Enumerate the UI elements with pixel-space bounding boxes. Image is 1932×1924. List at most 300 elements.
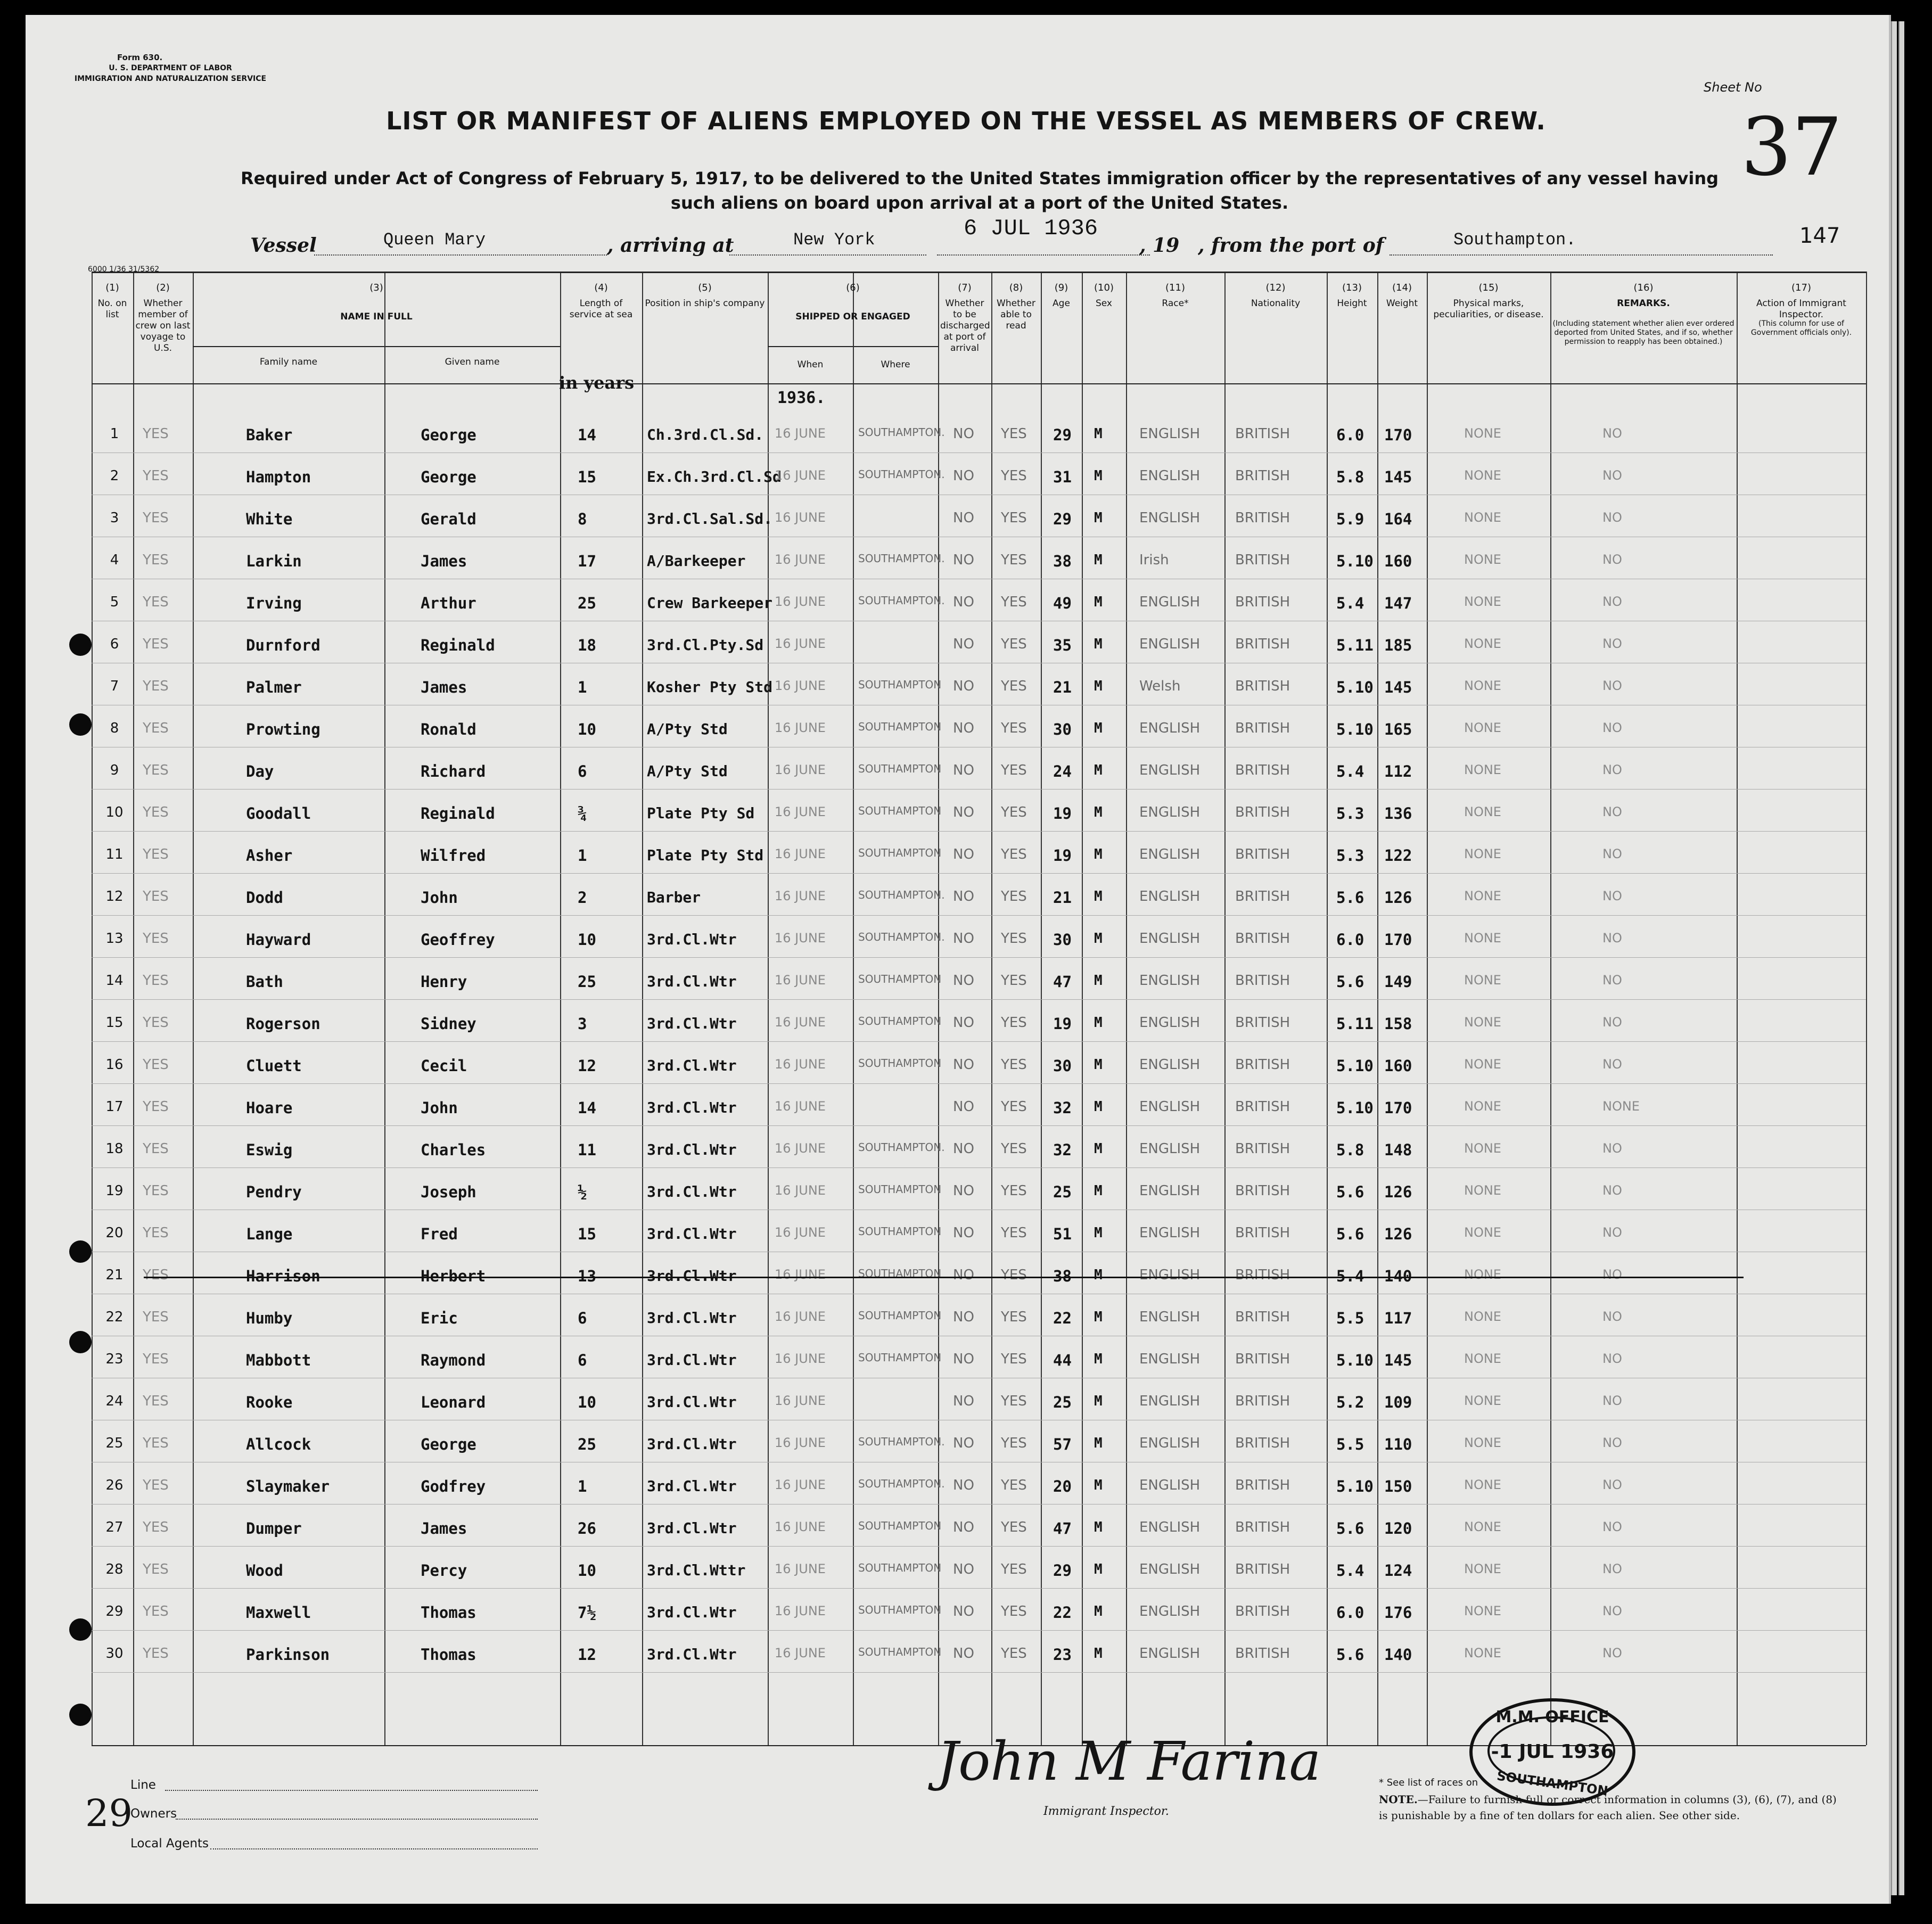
crew-position-cell: Barber: [647, 889, 701, 906]
crew-sex-cell: M: [1094, 426, 1103, 442]
crew-family-cell: Allcock: [246, 1435, 311, 1453]
crew-when-cell: 16 JUNE: [775, 846, 826, 861]
crew-service-cell: ¾: [578, 804, 587, 823]
crew-sex-cell: M: [1094, 973, 1103, 989]
crew-age-cell: 30: [1053, 720, 1072, 738]
crew-sex-cell: M: [1094, 720, 1103, 736]
crew-height-cell: 5.8: [1336, 1141, 1364, 1159]
crew-weight-cell: 148: [1384, 1141, 1412, 1159]
crew-when-cell: 16 JUNE: [775, 1351, 826, 1366]
crew-crew-cell: YES: [143, 1099, 169, 1115]
column-divider: [1224, 272, 1226, 1745]
form-number: Form 630.: [117, 53, 163, 62]
crew-crew-cell: YES: [143, 762, 169, 778]
crew-remarks-cell: NO: [1602, 678, 1622, 693]
crew-read-cell: YES: [1001, 762, 1027, 778]
crew-no-cell: 13: [105, 931, 124, 947]
crew-weight-cell: 120: [1384, 1519, 1412, 1537]
crew-marks-cell: NONE: [1464, 426, 1501, 441]
crew-where-cell: SOUTHAMPTON.: [858, 552, 945, 565]
crew-remarks-cell: NO: [1602, 1267, 1622, 1282]
crew-discharged-cell: NO: [953, 468, 974, 484]
crew-position-cell: A/Barkeeper: [647, 552, 746, 570]
crew-age-cell: 32: [1053, 1141, 1072, 1159]
crew-where-cell: SOUTHAMPTON.: [858, 468, 945, 481]
crew-position-cell: 3rd.Cl.Wtr: [647, 1309, 737, 1327]
from-port-label: , from the port of: [1198, 234, 1384, 257]
crew-when-cell: 16 JUNE: [775, 720, 826, 735]
crew-no-cell: 14: [105, 973, 124, 989]
crew-family-cell: Parkinson: [246, 1646, 330, 1664]
crew-race-cell: ENGLISH: [1139, 426, 1201, 442]
crew-where-cell: SOUTHAMPTON: [858, 1519, 942, 1532]
inspector-signature: John M Farina: [937, 1730, 1321, 1793]
crew-position-cell: 3rd.Cl.Pty.Sd: [647, 636, 764, 654]
crew-marks-cell: NONE: [1464, 1477, 1501, 1492]
column-divider: [853, 272, 854, 1745]
crew-height-cell: 5.10: [1336, 1351, 1374, 1369]
row-divider: [92, 1672, 1866, 1673]
inspector-label: Immigrant Inspector.: [1043, 1805, 1169, 1818]
crew-race-cell: ENGLISH: [1139, 973, 1201, 989]
crew-height-cell: 5.6: [1336, 1225, 1364, 1243]
crew-marks-cell: NONE: [1464, 804, 1501, 819]
crew-no-cell: 22: [105, 1309, 124, 1325]
crew-position-cell: 3rd.Cl.Wtr: [647, 1141, 737, 1158]
crew-where-cell: SOUTHAMPTON: [858, 804, 942, 817]
crew-remarks-cell: NO: [1602, 1015, 1622, 1030]
column-header: Weight: [1386, 298, 1418, 309]
crew-discharged-cell: NO: [953, 1604, 974, 1619]
crew-sex-cell: M: [1094, 1604, 1103, 1619]
crew-crew-cell: YES: [143, 594, 169, 610]
crew-discharged-cell: NO: [953, 762, 974, 778]
print-code: 6000 1/36 31/5362: [88, 265, 160, 274]
column-header: NAME IN FULL: [340, 311, 413, 322]
crew-given-cell: James: [421, 552, 467, 570]
crew-age-cell: 24: [1053, 762, 1072, 780]
crew-when-cell: 16 JUNE: [775, 1099, 826, 1114]
crew-sex-cell: M: [1094, 1057, 1103, 1073]
crew-given-cell: George: [421, 1435, 476, 1453]
column-header: Nationality: [1251, 298, 1301, 309]
crew-height-cell: 5.10: [1336, 552, 1374, 570]
row-divider: [92, 1125, 1866, 1126]
crew-family-cell: Irving: [246, 594, 302, 612]
crew-remarks-cell: NO: [1602, 1351, 1622, 1366]
crew-sex-cell: M: [1094, 1015, 1103, 1031]
crew-no-cell: 6: [110, 636, 119, 652]
crew-no-cell: 3: [110, 510, 119, 526]
crew-remarks-cell: NO: [1602, 594, 1622, 609]
crew-no-cell: 17: [105, 1099, 124, 1115]
crew-height-cell: 5.10: [1336, 678, 1374, 696]
crew-sex-cell: M: [1094, 1477, 1103, 1493]
column-number: (7): [958, 282, 972, 293]
crew-family-cell: Dumper: [246, 1519, 302, 1537]
crew-service-cell: 6: [578, 1309, 587, 1327]
crew-where-cell: SOUTHAMPTON.: [858, 594, 945, 607]
crew-when-cell: 16 JUNE: [775, 552, 826, 567]
crew-read-cell: YES: [1001, 468, 1027, 484]
crew-position-cell: 3rd.Cl.Wtr: [647, 1015, 737, 1032]
crew-read-cell: YES: [1001, 1604, 1027, 1619]
crew-discharged-cell: NO: [953, 1183, 974, 1199]
crew-marks-cell: NONE: [1464, 1183, 1501, 1198]
crew-race-cell: ENGLISH: [1139, 594, 1201, 610]
department-name: U. S. DEPARTMENT OF LABOR: [109, 64, 232, 72]
crew-weight-cell: 149: [1384, 973, 1412, 991]
crew-read-cell: YES: [1001, 973, 1027, 989]
column-divider: [1866, 272, 1867, 1745]
crew-sex-cell: M: [1094, 1561, 1103, 1577]
crew-marks-cell: NONE: [1464, 1351, 1501, 1366]
service-unit-note: in years: [559, 373, 635, 393]
crew-when-cell: 16 JUNE: [775, 1267, 826, 1282]
punch-hole: [69, 1240, 92, 1263]
crew-weight-cell: 170: [1384, 931, 1412, 949]
crew-remarks-cell: NO: [1602, 1057, 1622, 1072]
crew-marks-cell: NONE: [1464, 1561, 1501, 1576]
crew-position-cell: Ex.Ch.3rd.Cl.Sd: [647, 468, 782, 486]
crew-discharged-cell: NO: [953, 720, 974, 736]
crew-nationality-cell: BRITISH: [1235, 846, 1290, 862]
column-divider: [642, 272, 643, 1745]
crew-weight-cell: 176: [1384, 1604, 1412, 1622]
crew-given-cell: Arthur: [421, 594, 476, 612]
crew-family-cell: Humby: [246, 1309, 293, 1327]
crew-height-cell: 5.2: [1336, 1393, 1364, 1411]
crew-crew-cell: YES: [143, 678, 169, 694]
punch-hole: [69, 1331, 92, 1353]
crew-crew-cell: YES: [143, 1309, 169, 1325]
row-divider: [92, 789, 1866, 790]
crew-given-cell: James: [421, 678, 467, 696]
form-identification: [59, 52, 282, 84]
row-divider: [92, 1167, 1866, 1168]
crew-nationality-cell: BRITISH: [1235, 1351, 1290, 1367]
crew-service-cell: 17: [578, 552, 596, 570]
crew-remarks-cell: NO: [1602, 1225, 1622, 1240]
crew-remarks-cell: NO: [1602, 1561, 1622, 1576]
note-label: NOTE.: [1379, 1793, 1418, 1806]
crew-no-cell: 2: [110, 468, 119, 484]
crew-when-cell: 16 JUNE: [775, 678, 826, 693]
line-label: Line: [130, 1778, 156, 1792]
crew-height-cell: 5.6: [1336, 1519, 1364, 1537]
crew-remarks-cell: NO: [1602, 889, 1622, 903]
stamp-office-text: M.M. OFFICE: [1495, 1708, 1609, 1726]
crew-sex-cell: M: [1094, 510, 1103, 526]
crew-crew-cell: YES: [143, 552, 169, 568]
crew-race-cell: ENGLISH: [1139, 510, 1201, 526]
crew-weight-cell: 109: [1384, 1393, 1412, 1411]
crew-service-cell: 10: [578, 720, 596, 738]
column-divider: [768, 272, 769, 1745]
departure-port: Southampton.: [1453, 230, 1576, 250]
crew-weight-cell: 126: [1384, 1225, 1412, 1243]
crew-given-cell: Cecil: [421, 1057, 467, 1075]
crew-discharged-cell: NO: [953, 1393, 974, 1409]
crew-marks-cell: NONE: [1464, 1435, 1501, 1450]
crew-height-cell: 5.8: [1336, 468, 1364, 486]
crew-no-cell: 4: [110, 552, 119, 568]
crew-race-cell: ENGLISH: [1139, 1519, 1201, 1535]
crew-weight-cell: 117: [1384, 1309, 1412, 1327]
crew-marks-cell: NONE: [1464, 510, 1501, 525]
column-number: (16): [1633, 282, 1654, 293]
crew-marks-cell: NONE: [1464, 1015, 1501, 1030]
crew-race-cell: ENGLISH: [1139, 762, 1201, 778]
crew-crew-cell: YES: [143, 1225, 169, 1241]
crew-where-cell: SOUTHAMPTON: [858, 1015, 942, 1027]
crew-position-cell: 3rd.Cl.Wtr: [647, 1351, 737, 1369]
crew-race-cell: ENGLISH: [1139, 468, 1201, 484]
crew-height-cell: 5.4: [1336, 762, 1364, 780]
column-number: (8): [1009, 282, 1023, 293]
crew-marks-cell: NONE: [1464, 552, 1501, 567]
crew-service-cell: 10: [578, 1393, 596, 1411]
crew-marks-cell: NONE: [1464, 1646, 1501, 1660]
crew-family-cell: Bath: [246, 973, 283, 991]
crew-read-cell: YES: [1001, 720, 1027, 736]
crew-given-cell: George: [421, 468, 476, 486]
crew-crew-cell: YES: [143, 804, 169, 820]
crew-family-cell: Hoare: [246, 1099, 293, 1117]
row-divider: [92, 1041, 1866, 1042]
column-divider: [384, 272, 385, 1745]
crew-marks-cell: NONE: [1464, 889, 1501, 903]
crew-given-cell: Charles: [421, 1141, 486, 1159]
crew-sex-cell: M: [1094, 1099, 1103, 1115]
crew-race-cell: ENGLISH: [1139, 1267, 1201, 1283]
crew-age-cell: 23: [1053, 1646, 1072, 1664]
office-stamp: [1469, 1698, 1635, 1806]
row-divider: [92, 873, 1866, 874]
crew-where-cell: SOUTHAMPTON: [858, 1057, 942, 1070]
family-name-subheader: Family name: [259, 357, 318, 367]
column-divider: [1737, 272, 1738, 1745]
crew-position-cell: Ch.3rd.Cl.Sd.: [647, 426, 764, 443]
crew-given-cell: Geoffrey: [421, 931, 495, 949]
crew-race-cell: ENGLISH: [1139, 636, 1201, 652]
crew-height-cell: 6.0: [1336, 426, 1364, 444]
crew-given-cell: Joseph: [421, 1183, 476, 1201]
crew-no-cell: 18: [105, 1141, 124, 1157]
crew-height-cell: 5.10: [1336, 720, 1374, 738]
crew-when-cell: 16 JUNE: [775, 889, 826, 903]
crew-age-cell: 25: [1053, 1393, 1072, 1411]
crew-remarks-cell: NO: [1602, 1646, 1622, 1660]
crew-no-cell: 9: [110, 762, 119, 778]
crew-nationality-cell: BRITISH: [1235, 636, 1290, 652]
crew-marks-cell: NONE: [1464, 1141, 1501, 1156]
crew-race-cell: ENGLISH: [1139, 1393, 1201, 1409]
crew-nationality-cell: BRITISH: [1235, 1141, 1290, 1157]
column-divider: [1377, 272, 1378, 1745]
crew-given-cell: Henry: [421, 973, 467, 991]
crew-no-cell: 8: [110, 720, 119, 736]
crew-given-cell: Reginald: [421, 804, 495, 823]
column-header: Length of service at sea: [569, 298, 633, 320]
vessel-name: Queen Mary: [383, 230, 486, 250]
crew-read-cell: YES: [1001, 1561, 1027, 1577]
crew-sex-cell: M: [1094, 1183, 1103, 1199]
crew-read-cell: YES: [1001, 636, 1027, 652]
arrival-port: New York: [793, 230, 875, 250]
crew-when-cell: 16 JUNE: [775, 426, 826, 441]
crew-age-cell: 20: [1053, 1477, 1072, 1495]
crew-when-cell: 16 JUNE: [775, 468, 826, 483]
punch-hole: [69, 713, 92, 736]
crew-height-cell: 5.6: [1336, 1646, 1364, 1664]
crew-crew-cell: YES: [143, 1393, 169, 1409]
crew-marks-cell: NONE: [1464, 1225, 1501, 1240]
crew-service-cell: 25: [578, 973, 596, 991]
crew-marks-cell: NONE: [1464, 468, 1501, 483]
crew-age-cell: 21: [1053, 678, 1072, 696]
column-number: (3): [369, 282, 383, 293]
crew-marks-cell: NONE: [1464, 720, 1501, 735]
given-name-subheader: Given name: [445, 357, 500, 367]
crew-age-cell: 47: [1053, 1519, 1072, 1537]
crew-service-cell: 1: [578, 1477, 587, 1495]
crew-family-cell: Day: [246, 762, 274, 780]
crew-where-cell: SOUTHAMPTON: [858, 720, 942, 733]
crew-where-cell: SOUTHAMPTON: [858, 1183, 942, 1196]
crew-age-cell: 51: [1053, 1225, 1072, 1243]
crew-age-cell: 38: [1053, 552, 1072, 570]
crew-age-cell: 29: [1053, 1561, 1072, 1580]
crew-nationality-cell: BRITISH: [1235, 1225, 1290, 1241]
document-title: LIST OR MANIFEST OF ALIENS EMPLOYED ON THE VESSEL AS MEMBERS OF CREW.: [386, 106, 1546, 135]
crew-service-cell: 10: [578, 1561, 596, 1580]
crew-where-cell: SOUTHAMPTON.: [858, 1435, 945, 1448]
crew-discharged-cell: NO: [953, 889, 974, 905]
crew-given-cell: Sidney: [421, 1015, 476, 1033]
crew-read-cell: YES: [1001, 1477, 1027, 1493]
crew-crew-cell: YES: [143, 510, 169, 526]
crew-race-cell: ENGLISH: [1139, 1646, 1201, 1662]
crew-given-cell: Thomas: [421, 1646, 476, 1664]
crew-remarks-cell: NO: [1602, 636, 1622, 651]
crew-position-cell: A/Pty Std: [647, 762, 728, 780]
column-header: REMARKS.: [1617, 298, 1670, 309]
crew-height-cell: 5.11: [1336, 636, 1374, 654]
crew-weight-cell: 160: [1384, 552, 1412, 570]
crew-sex-cell: M: [1094, 804, 1103, 820]
races-note: * See list of races on: [1379, 1777, 1478, 1788]
crew-race-cell: ENGLISH: [1139, 1141, 1201, 1157]
page-edge: [1891, 21, 1897, 1895]
crew-service-cell: 6: [578, 762, 587, 780]
crew-position-cell: 3rd.Cl.Wtr: [647, 1057, 737, 1074]
crew-marks-cell: NONE: [1464, 594, 1501, 609]
crew-family-cell: Hampton: [246, 468, 311, 486]
crew-when-cell: 16 JUNE: [775, 1309, 826, 1324]
crew-height-cell: 5.6: [1336, 1183, 1364, 1201]
crew-family-cell: Wood: [246, 1561, 283, 1580]
column-divider: [1327, 272, 1328, 1745]
crew-service-cell: ½: [578, 1183, 587, 1201]
crew-where-cell: SOUTHAMPTON: [858, 1646, 942, 1658]
crew-family-cell: Dodd: [246, 889, 283, 907]
crew-nationality-cell: BRITISH: [1235, 1646, 1290, 1662]
crew-family-cell: Cluett: [246, 1057, 302, 1075]
crew-position-cell: 3rd.Cl.Wtr: [647, 1099, 737, 1116]
crew-no-cell: 26: [105, 1477, 124, 1493]
crew-age-cell: 57: [1053, 1435, 1072, 1453]
crew-where-cell: SOUTHAMPTON.: [858, 889, 945, 901]
crew-where-cell: SOUTHAMPTON: [858, 1267, 942, 1280]
crew-family-cell: Larkin: [246, 552, 302, 570]
crew-race-cell: ENGLISH: [1139, 720, 1201, 736]
crew-service-cell: 14: [578, 426, 596, 444]
crew-no-cell: 29: [105, 1604, 124, 1619]
crew-crew-cell: YES: [143, 720, 169, 736]
crew-family-cell: Baker: [246, 426, 293, 444]
crew-sex-cell: M: [1094, 1393, 1103, 1409]
crew-nationality-cell: BRITISH: [1235, 931, 1290, 947]
departure-underline: [1390, 254, 1773, 256]
crew-crew-cell: YES: [143, 973, 169, 989]
when-subheader: When: [797, 359, 824, 370]
crew-race-cell: ENGLISH: [1139, 1057, 1201, 1073]
crew-weight-cell: 126: [1384, 1183, 1412, 1201]
crew-nationality-cell: BRITISH: [1235, 889, 1290, 905]
column-divider: [1126, 272, 1127, 1745]
crew-family-cell: Slaymaker: [246, 1477, 330, 1495]
crew-nationality-cell: BRITISH: [1235, 552, 1290, 568]
column-number: (5): [698, 282, 712, 293]
row-divider: [92, 831, 1866, 832]
crew-race-cell: ENGLISH: [1139, 1604, 1201, 1619]
crew-height-cell: 5.11: [1336, 1015, 1374, 1033]
crew-race-cell: ENGLISH: [1139, 1099, 1201, 1115]
crew-discharged-cell: NO: [953, 1435, 974, 1451]
crew-family-cell: Mabbott: [246, 1351, 311, 1369]
service-name: IMMIGRATION AND NATURALIZATION SERVICE: [74, 75, 267, 83]
crew-read-cell: YES: [1001, 931, 1027, 947]
agents-label: Local Agents: [130, 1837, 209, 1851]
crew-remarks-cell: NO: [1602, 931, 1622, 945]
crew-nationality-cell: BRITISH: [1235, 1561, 1290, 1577]
crew-discharged-cell: NO: [953, 594, 974, 610]
crew-remarks-cell: NO: [1602, 1393, 1622, 1408]
crew-height-cell: 6.0: [1336, 1604, 1364, 1622]
crew-position-cell: Kosher Pty Std: [647, 678, 773, 696]
crew-position-cell: 3rd.Cl.Wtr: [647, 1225, 737, 1243]
crew-sex-cell: M: [1094, 1309, 1103, 1325]
crew-height-cell: 5.3: [1336, 846, 1364, 865]
crew-read-cell: YES: [1001, 1267, 1027, 1283]
column-number: (1): [105, 282, 119, 293]
crew-sex-cell: M: [1094, 552, 1103, 568]
crew-nationality-cell: BRITISH: [1235, 720, 1290, 736]
column-divider: [193, 272, 194, 1745]
crew-discharged-cell: NO: [953, 1267, 974, 1283]
crew-position-cell: 3rd.Cl.Wtr: [647, 1183, 737, 1201]
column-header: Age: [1053, 298, 1070, 309]
crew-marks-cell: NONE: [1464, 678, 1501, 693]
row-divider: [92, 999, 1866, 1000]
crew-weight-cell: 140: [1384, 1267, 1412, 1285]
crew-weight-cell: 170: [1384, 426, 1412, 444]
crew-when-cell: 16 JUNE: [775, 1646, 826, 1660]
crew-nationality-cell: BRITISH: [1235, 1099, 1290, 1115]
crew-nationality-cell: BRITISH: [1235, 1435, 1290, 1451]
crew-family-cell: Rooke: [246, 1393, 293, 1411]
